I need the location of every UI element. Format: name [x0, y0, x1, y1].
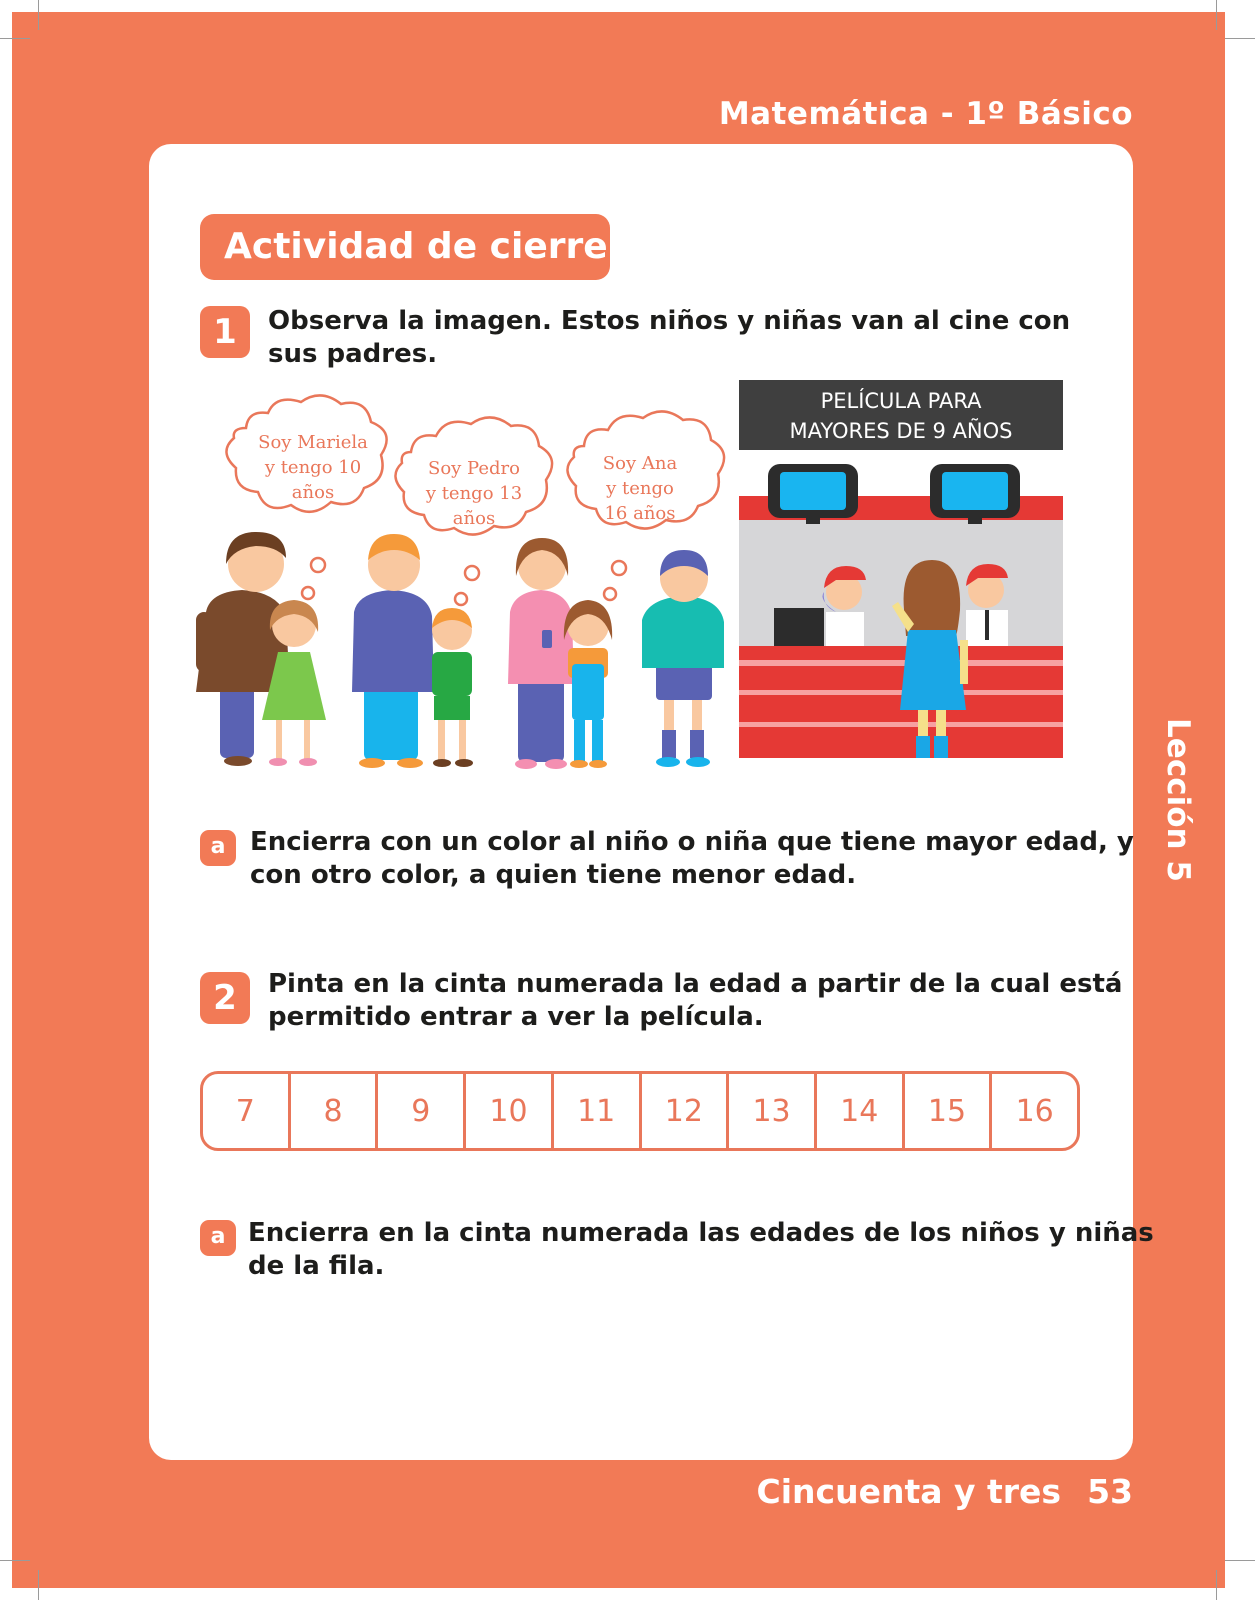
crop-mark: [1225, 1560, 1255, 1561]
tape-cell[interactable]: 14: [817, 1074, 905, 1148]
sign-text: MAYORES DE 9 AÑOS: [789, 419, 1013, 443]
section-title: Actividad de cierre: [200, 214, 610, 280]
footer-text: Cincuenta y tres: [756, 1472, 1062, 1511]
monitor-icon: [930, 464, 1020, 524]
lesson-label: Lección 5: [1160, 718, 1196, 882]
instruction-line: Encierra con un color al niño o niña que tiene mayor edad, y: [250, 827, 1134, 857]
crop-mark: [38, 1570, 39, 1600]
exercise2-part-a-instruction: [248, 1217, 1154, 1283]
crop-mark: [1216, 1570, 1217, 1600]
pedro-figure: [432, 608, 473, 767]
bubble-text: y tengo 13: [425, 483, 523, 504]
sign-text: PELÍCULA PARA: [820, 389, 982, 413]
tape-cell[interactable]: 10: [466, 1074, 554, 1148]
page-footer: [757, 1472, 1134, 1511]
exercise-number-badge: 1: [200, 306, 250, 358]
tape-cell[interactable]: 8: [291, 1074, 379, 1148]
father-figure: [196, 532, 290, 766]
mariela-figure: [262, 600, 326, 766]
crop-mark: [0, 1560, 30, 1561]
movie-rating-sign: [739, 380, 1063, 450]
instruction-line: sus padres.: [268, 339, 438, 369]
bubble-text: años: [291, 482, 335, 503]
bubble-text: y tengo: [606, 478, 674, 499]
exercise-number-badge: 2: [200, 972, 250, 1024]
header-title: Matemática - 1º Básico: [718, 96, 1133, 132]
ticket-booth: [739, 496, 1063, 758]
sub-item-badge: a: [200, 830, 236, 866]
tape-cell[interactable]: 11: [554, 1074, 642, 1148]
number-tape: [200, 1071, 1080, 1151]
instruction-line: con otro color, a quien tiene menor edad.: [250, 860, 857, 890]
instruction-line: de la fila.: [248, 1251, 385, 1281]
exercise1-part-a-instruction: [250, 826, 1134, 892]
bubble-text: Soy Mariela: [258, 432, 368, 453]
exercise2-instruction: [268, 968, 1122, 1034]
bubble-text: años: [452, 508, 496, 529]
crop-mark: [38, 0, 39, 30]
cinema-queue-illustration: [196, 380, 1086, 790]
instruction-line: Pinta en la cinta numerada la edad a partir de la cual está: [268, 969, 1123, 999]
crop-mark: [0, 38, 30, 39]
bubble-text: Soy Pedro: [428, 458, 520, 479]
crop-mark: [1225, 38, 1255, 39]
bubble-text: Soy Ana: [602, 453, 678, 474]
page-number: 53: [1087, 1472, 1133, 1511]
tape-cell[interactable]: 9: [378, 1074, 466, 1148]
mother-figure: [508, 538, 574, 769]
instruction-line: permitido entrar a ver la película.: [268, 1002, 764, 1032]
father-figure: [352, 534, 434, 768]
tape-cell[interactable]: 15: [905, 1074, 993, 1148]
crop-mark: [1216, 0, 1217, 30]
tape-cell[interactable]: 12: [642, 1074, 730, 1148]
bubble-text: 16 años: [604, 503, 676, 524]
sub-item-badge: a: [200, 1220, 236, 1256]
exercise1-instruction: [268, 305, 1070, 371]
tape-cell[interactable]: 16: [1015, 1093, 1054, 1129]
bubble-text: y tengo 10: [264, 457, 362, 478]
boy-figure: [642, 550, 724, 767]
tape-cell[interactable]: 13: [729, 1074, 817, 1148]
tape-cell[interactable]: 7: [203, 1074, 291, 1148]
instruction-line: Encierra en la cinta numerada las edades de los niños y niñas: [248, 1218, 1154, 1248]
instruction-line: Observa la imagen. Estos niños y niñas van al cine con: [268, 306, 1071, 336]
monitor-icon: [768, 464, 858, 524]
